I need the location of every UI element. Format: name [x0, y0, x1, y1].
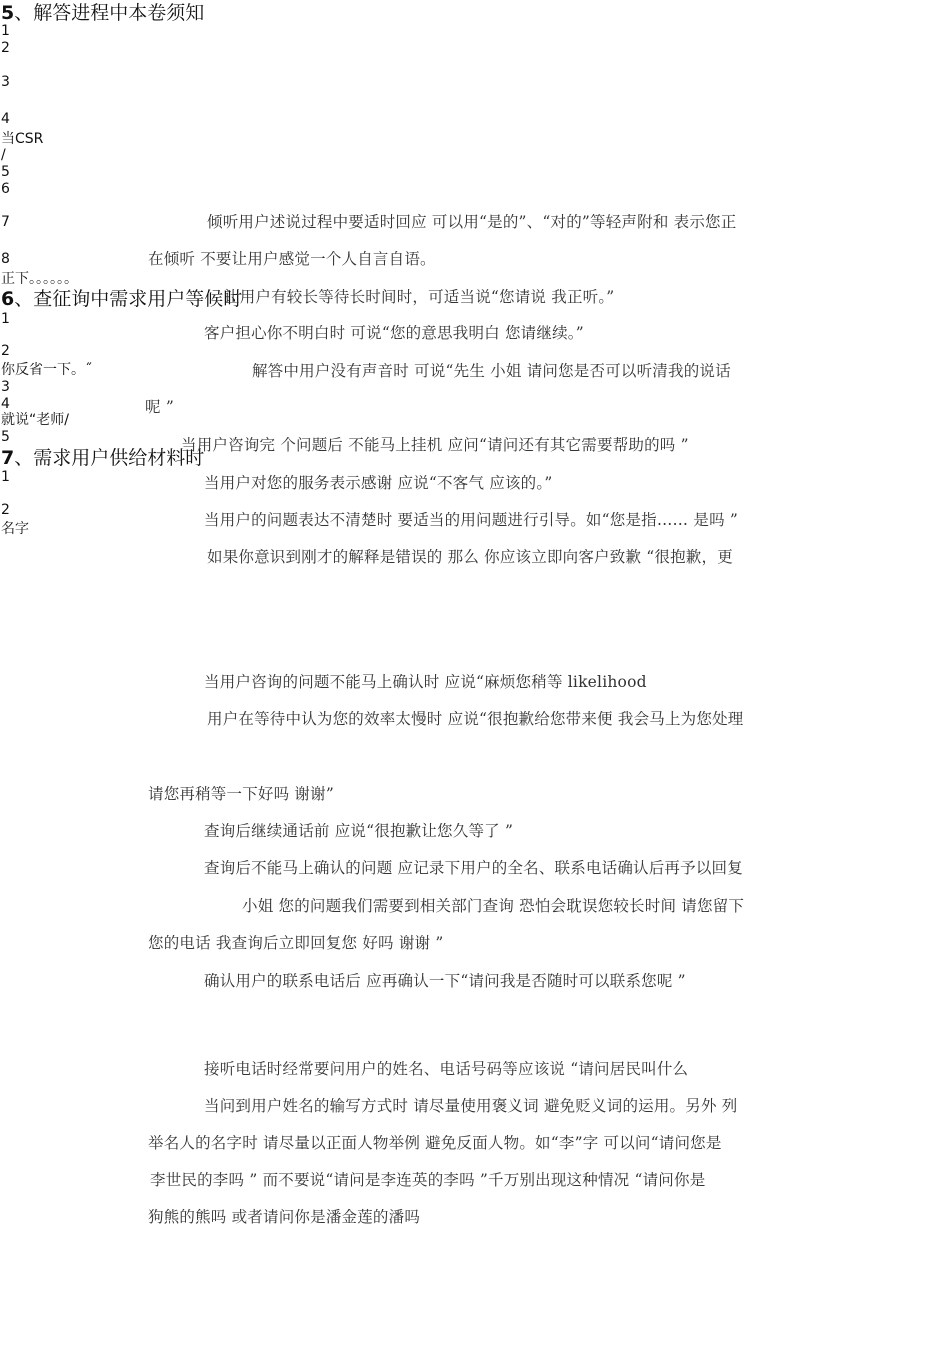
- body-line: 当用户咨询的问题不能马上确认时 应说“麻烦您稍等 likelihood: [204, 673, 647, 691]
- section-5-item: 正下。。。。。。: [1, 271, 78, 287]
- section-7-item: 1: [1, 469, 10, 485]
- body-line: 请您再稍等一下好吗 谢谢”: [148, 785, 334, 803]
- section-6-item: 就说“老师/: [1, 412, 69, 428]
- section-6-item: 1: [1, 311, 10, 327]
- section-5-heading: [1, 1, 204, 25]
- body-line: 狗熊的熊吗 或者请问你是潘金莲的潘吗: [148, 1208, 421, 1226]
- section-5-item: 8: [1, 251, 10, 267]
- body-line: 确认用户的联系电话后 应再确认一下“请问我是否随时可以联系您呢 ”: [204, 972, 686, 990]
- section-5-item: 7: [1, 214, 10, 230]
- body-line: 在倾听 不要让用户感觉一个人自言自语。: [148, 250, 436, 268]
- section-5-item: 1: [1, 23, 10, 39]
- section-7-title: 、需求用户供给材料时: [14, 447, 205, 469]
- body-line: 用户在等待中认为您的效率太慢时 应说“很抱歉给您带来便 我会马上为您处理: [207, 710, 744, 728]
- section-6-item: 5: [1, 429, 10, 445]
- body-line: 举名人的名字时 请尽量以正面人物举例 避免反面人物。如“李”字 可以问“请问您是: [148, 1134, 722, 1152]
- body-line: 李世民的李吗 ” 而不要说“请问是李连英的李吗 ”千万别出现这种情况 “请问你是: [150, 1171, 706, 1189]
- section-5-item: 当CSR: [1, 131, 44, 147]
- body-line: 让用户有较长等待长时间时，可适当说“您请说 我正听。”: [224, 288, 615, 306]
- body-line: 客户担心你不明白时 可说“您的意思我明白 您请继续。”: [204, 324, 584, 342]
- body-line: 查询后不能马上确认的问题 应记录下用户的全名、联系电话确认后再予以回复: [204, 859, 743, 877]
- body-line: 当用户对您的服务表示感谢 应说“不客气 应该的。”: [204, 474, 553, 492]
- section-5-item: 3: [1, 74, 10, 90]
- body-line: 当用户咨询完 个问题后 不能马上挂机 应问“请问还有其它需要帮助的吗 ”: [181, 436, 689, 454]
- section-6-item: 4: [1, 396, 10, 412]
- body-line: 您的电话 我查询后立即回复您 好吗 谢谢 ”: [148, 934, 444, 952]
- section-5-item: 6: [1, 181, 10, 197]
- body-line: 如果你意识到刚才的解释是错误的 那么 你应该立即向客户致歉 “很抱歉，更: [207, 548, 733, 566]
- section-5-item: 2: [1, 40, 10, 56]
- section-6-item: 2: [1, 343, 10, 359]
- section-6-item: 你反省一下。˝: [1, 362, 92, 378]
- body-line: 小姐 您的问题我们需要到相关部门查询 恐怕会耽误您较长时间 请您留下: [242, 897, 745, 915]
- section-5-item: /: [1, 147, 6, 163]
- body-line: 接听电话时经常要问用户的姓名、电话号码等应该说 “请问居民叫什么: [204, 1060, 689, 1078]
- section-6-title: 、查征询中需求用户等候时: [14, 288, 243, 310]
- section-5-title: 、解答进程中本卷须知: [14, 2, 205, 24]
- body-line: 当用户的问题表达不清楚时 要适当的用问题进行引导。如“您是指…… 是吗 ”: [204, 511, 739, 529]
- section-7-heading: [1, 446, 204, 470]
- body-line: 倾听用户述说过程中要适时回应 可以用“是的”、“对的”等轻声附和 表示您正: [207, 213, 737, 231]
- body-line: 呢 ”: [145, 398, 174, 416]
- section-5-number: 5: [1, 2, 15, 24]
- section-6-number: 6: [1, 288, 15, 310]
- body-line: 解答中用户没有声音时 可说“先生 小姐 请问您是否可以听清我的说话: [252, 362, 731, 380]
- section-5-item: 5: [1, 164, 10, 180]
- body-line: 当问到用户姓名的输写方式时 请尽量使用褒义词 避免贬义词的运用。另外 列: [204, 1097, 738, 1115]
- body-line: 查询后继续通话前 应说“很抱歉让您久等了 ”: [204, 822, 514, 840]
- section-7-number: 7: [1, 447, 15, 469]
- section-7-item: 名字: [1, 521, 29, 537]
- section-5-item: 4: [1, 111, 10, 127]
- section-7-item: 2: [1, 502, 10, 518]
- section-6-item: 3: [1, 379, 10, 395]
- section-6-heading: [1, 287, 242, 311]
